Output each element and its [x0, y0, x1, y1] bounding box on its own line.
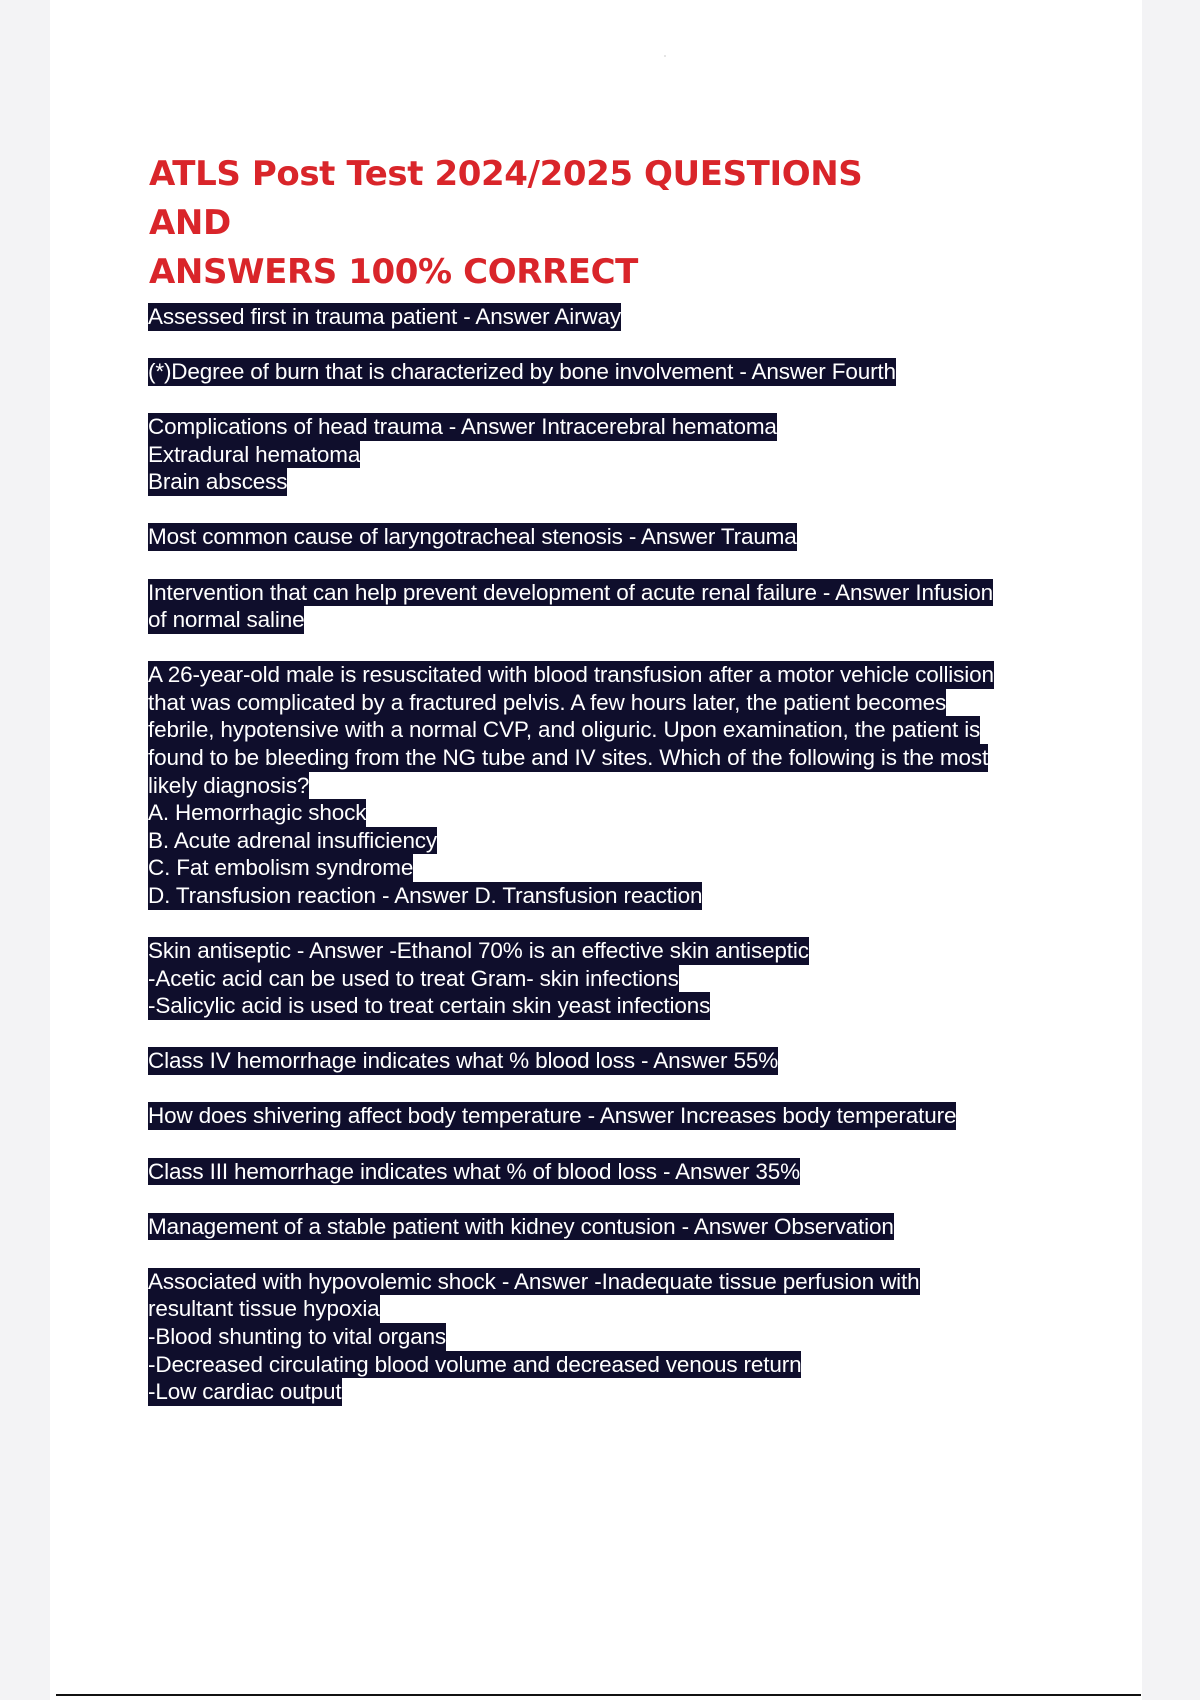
highlighted-text-line: of normal saline: [148, 607, 305, 633]
highlighted-text-line: Class III hemorrhage indicates what % of blood loss - Answer 35%: [148, 1158, 800, 1184]
qa-block: [148, 1047, 1098, 1075]
highlighted-text-line: D. Transfusion reaction - Answer D. Transfusion reaction: [148, 883, 703, 908]
qa-list: [148, 303, 1098, 1433]
qa-block: [148, 1268, 1098, 1406]
highlighted-text-line: -Low cardiac output: [148, 1379, 342, 1405]
highlighted-text-line: found to be bleeding from the NG tube and IV sites. Which of the following is the most: [148, 745, 989, 771]
qa-block: [148, 1102, 1098, 1130]
highlighted-text-line: Class IV hemorrhage indicates what % blood loss - Answer 55%: [148, 1048, 779, 1074]
highlighted-text-line: likely diagnosis?: [148, 772, 310, 798]
qa-block: [148, 413, 1098, 496]
highlighted-text-line: Brain abscess: [148, 469, 288, 495]
qa-block: [148, 358, 1098, 386]
highlighted-text-line: Assessed first in trauma patient - Answer Airway: [148, 304, 621, 329]
document-title: [149, 150, 949, 297]
page-bottom-rule: [56, 1694, 1141, 1696]
highlighted-text-line: that was complicated by a fractured pelvis. A few hours later, the patient becomes: [148, 689, 947, 715]
qa-block: [148, 661, 1098, 909]
highlighted-text-line: A 26-year-old male is resuscitated with blood transfusion after a motor vehicle collision: [148, 662, 994, 688]
highlighted-text-line: B. Acute adrenal insufficiency: [148, 827, 438, 853]
qa-block: [148, 1158, 1098, 1186]
highlighted-text-line: -Decreased circulating blood volume and decreased venous return: [148, 1351, 802, 1377]
highlighted-text-line: Extradural hematoma: [148, 441, 361, 467]
highlighted-text-line: Skin antiseptic - Answer -Ethanol 70% is an effective skin antiseptic: [148, 938, 809, 964]
highlighted-text-line: -Acetic acid can be used to treat Gram- skin infections: [148, 965, 679, 991]
qa-block: [148, 1213, 1098, 1241]
highlighted-text-line: Management of a stable patient with kidney contusion - Answer Observation: [148, 1213, 894, 1239]
highlighted-text-line: Complications of head trauma - Answer Intracerebral hematoma: [148, 414, 777, 440]
title-line: ATLS Post Test 2024/2025 QUESTIONS AND: [149, 154, 863, 243]
highlighted-text-line: A. Hemorrhagic shock: [148, 800, 367, 826]
highlighted-text-line: (*)Degree of burn that is characterized by bone involvement - Answer Fourth: [148, 359, 896, 385]
highlighted-text-line: C. Fat embolism syndrome: [148, 855, 414, 881]
highlighted-text-line: resultant tissue hypoxia: [148, 1296, 380, 1322]
qa-block: [148, 937, 1098, 1020]
highlighted-text-line: How does shivering affect body temperature - Answer Increases body temperature: [148, 1103, 957, 1129]
qa-block: [148, 523, 1098, 551]
stray-mark: [664, 55, 666, 57]
highlighted-text-line: Most common cause of laryngotracheal stenosis - Answer Trauma: [148, 524, 797, 550]
qa-block: [148, 303, 1098, 331]
highlighted-text-line: Intervention that can help prevent development of acute renal failure - Answer Infusion: [148, 579, 993, 605]
highlighted-text-line: Associated with hypovolemic shock - Answer -Inadequate tissue perfusion with: [148, 1268, 920, 1294]
highlighted-text-line: -Salicylic acid is used to treat certain skin yeast infections: [148, 993, 711, 1019]
highlighted-text-line: febrile, hypotensive with a normal CVP, and oliguric. Upon examination, the patient is: [148, 717, 981, 743]
document-page: [50, 0, 1142, 1700]
highlighted-text-line: -Blood shunting to vital organs: [148, 1323, 447, 1349]
title-line: ANSWERS 100% CORRECT: [149, 252, 638, 292]
qa-block: [148, 579, 1098, 634]
